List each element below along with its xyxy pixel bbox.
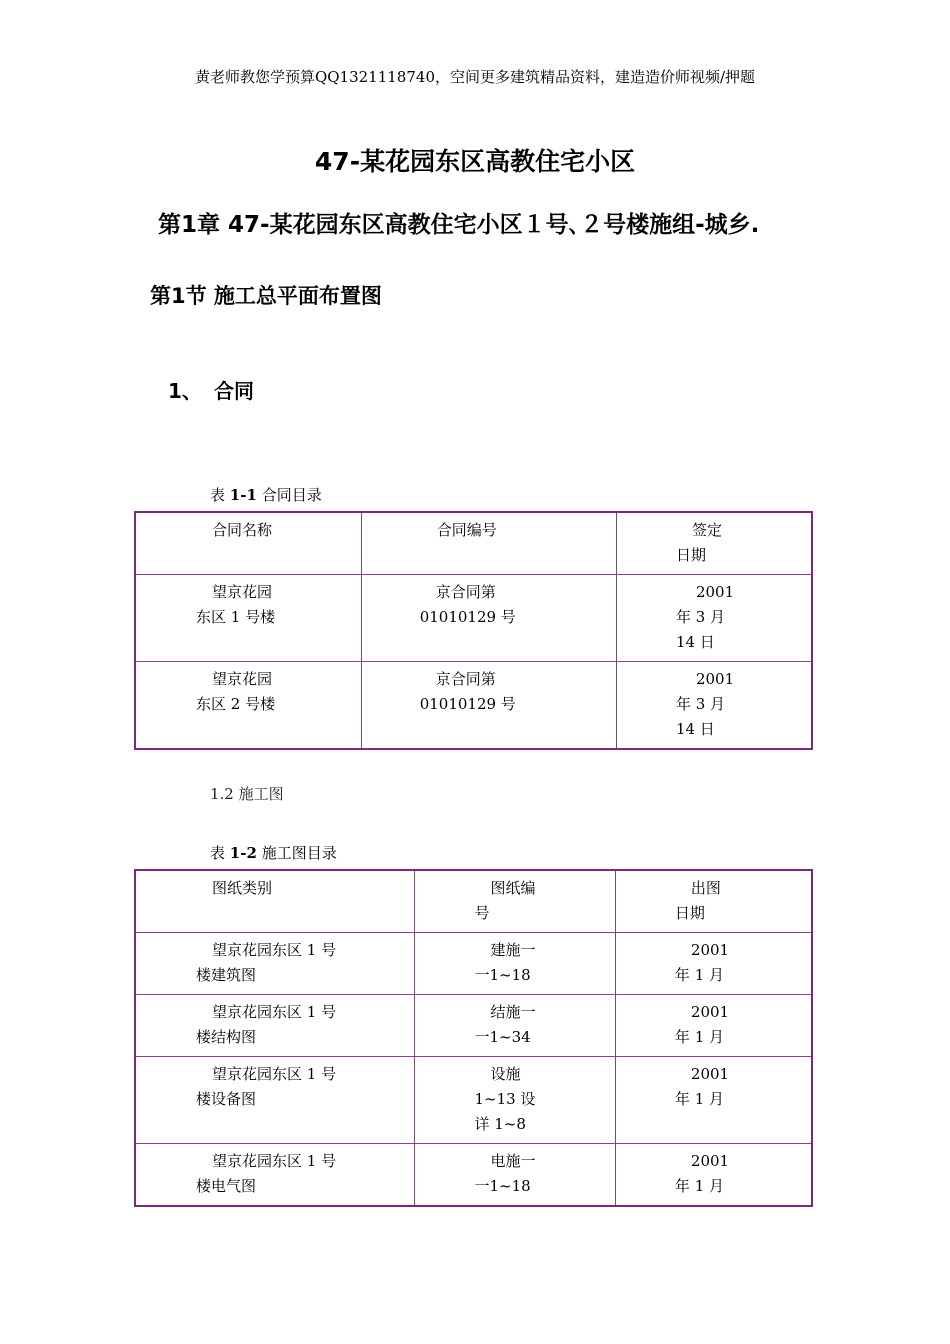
header-cell [415,870,615,933]
table-cell [415,933,615,995]
table-cell [615,1057,812,1144]
cell-line: 签定 [691,521,722,539]
table-cell [361,575,616,662]
table-cell [361,662,616,750]
header-cell [616,512,812,575]
cell-line: 01010129 号 [419,695,516,713]
cell-line: 望京花园东区 1 号 [212,1152,337,1170]
cell-line: 年 3 月 [675,608,726,626]
subsection-1-2: 1.2 施工图 [210,785,284,803]
table1-caption-prefix: 表 [210,486,226,504]
cell-line: 年 1 月 [674,1177,725,1195]
cell-line: 合同编号 [436,521,497,539]
cell-line: 一1~34 [474,1028,531,1046]
cell-line: 合同名称 [212,521,273,539]
cell-line: 2001 [690,1152,730,1170]
cell-line: 年 3 月 [675,695,726,713]
table1-caption [210,484,322,505]
cell-line: 望京花园东区 1 号 [212,1065,337,1083]
cell-line: 楼设备图 [196,1090,257,1108]
header-cell [615,870,812,933]
cell-line: 建施一 [490,941,536,959]
table1-caption-text: 合同目录 [261,486,322,504]
cell-line: 望京花园 [212,583,273,601]
header-cell [135,512,361,575]
table-cell [135,995,415,1057]
cell-line: 京合同第 [435,670,496,688]
cell-line: 1~13 设 [474,1090,536,1108]
table-cell [415,1057,615,1144]
cell-line: 东区 1 号楼 [196,608,276,626]
cell-line: 出图 [690,879,721,897]
cell-line: 一1~18 [474,966,531,984]
cell-line: 楼建筑图 [196,966,257,984]
table-cell [615,1144,812,1207]
cell-line: 2001 [695,670,735,688]
cell-line: 电施一 [490,1152,536,1170]
cell-line: 日期 [675,546,706,564]
cell-line: 01010129 号 [419,608,516,626]
cell-line: 楼结构图 [196,1028,257,1046]
section-title: 第1节 施工总平面布置图 [150,284,382,308]
cell-line: 年 1 月 [674,1028,725,1046]
cell-line: 图纸类别 [212,879,273,897]
subsection-number: 1、 [168,379,202,403]
cell-line: 日期 [674,904,705,922]
cell-line: 年 1 月 [674,966,725,984]
table-header-row [135,870,812,933]
cell-line: 年 1 月 [674,1090,725,1108]
table2-caption-text: 施工图目录 [261,844,337,862]
drawing-table [134,869,813,1207]
cell-line: 望京花园东区 1 号 [212,941,337,959]
cell-line: 图纸编 [490,879,536,897]
cell-line: 京合同第 [435,583,496,601]
cell-line: 设施 [490,1065,521,1083]
table-cell [615,933,812,995]
chapter-title: 第1章 47-某花园东区高教住宅小区１号､２号楼施组-城乡. [158,212,760,238]
subsection-heading [168,375,254,404]
cell-line: 2001 [695,583,735,601]
table-cell [135,1144,415,1207]
table-row [135,933,812,995]
cell-line: 2001 [690,1065,730,1083]
cell-line: 号 [474,904,490,922]
table-cell [135,575,361,662]
table-row [135,995,812,1057]
table1-caption-number: 1-1 [229,486,257,504]
cell-line: 14 日 [675,633,715,651]
table-row [135,1057,812,1144]
table-cell [616,575,812,662]
cell-line: 结施一 [490,1003,536,1021]
table-row [135,1144,812,1207]
cell-line: 望京花园东区 1 号 [212,1003,337,1021]
cell-line: 楼电气图 [196,1177,257,1195]
contract-table [134,511,813,750]
header-note: 黄老师教您学预算QQ1321118740，空间更多建筑精品资料，建造造价师视频/押题 [194,68,756,86]
table-cell [135,933,415,995]
table2-caption [210,842,337,863]
subsection-title: 合同 [214,379,254,403]
table-cell [415,995,615,1057]
table-header-row [135,512,812,575]
table-cell [415,1144,615,1207]
header-cell [361,512,616,575]
table2-caption-prefix: 表 [210,844,226,862]
table-row [135,662,812,750]
cell-line: 一1~18 [474,1177,531,1195]
cell-line: 东区 2 号楼 [196,695,276,713]
table-cell [135,1057,415,1144]
table-cell [615,995,812,1057]
cell-line: 2001 [690,941,730,959]
cell-line: 望京花园 [212,670,273,688]
table-cell [135,662,361,750]
document-title: 47-某花园东区高教住宅小区 [314,147,636,176]
table2-caption-number: 1-2 [229,844,257,862]
cell-line: 详 1~8 [474,1115,526,1133]
cell-line: 2001 [690,1003,730,1021]
header-cell [135,870,415,933]
table-row [135,575,812,662]
table-cell [616,662,812,750]
cell-line: 14 日 [675,720,715,738]
